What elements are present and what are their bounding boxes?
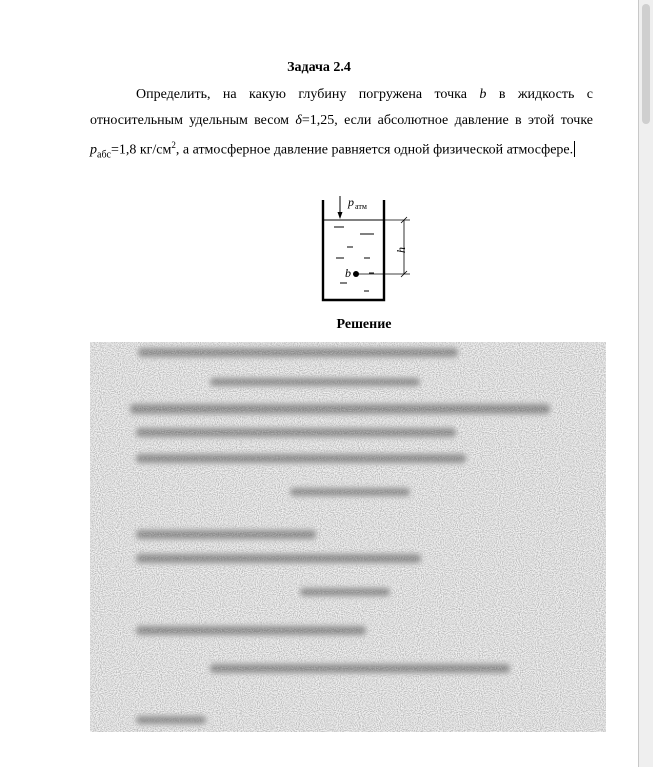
pressure-arrow-head: [338, 212, 343, 219]
depth-h-label: h: [394, 247, 408, 253]
statement-part-2: в жидкость с относительным удельным весом: [90, 87, 593, 128]
p-atm-subscript: атм: [355, 202, 367, 211]
delta-symbol: δ: [295, 112, 302, 128]
solution-title: Решение: [336, 317, 392, 332]
task-title: Задача 2.4: [287, 60, 351, 75]
obscured-solution-area: [90, 342, 606, 732]
p-atm-label: p: [348, 195, 354, 209]
statement-part-3: =1,25, если абсолютное давление в этой точке: [301, 112, 593, 128]
pressure-subscript: абс: [97, 149, 111, 161]
pressure-symbol: p: [90, 142, 97, 158]
point-b-variable: b: [479, 87, 487, 102]
statement-part-4: =1,8 кг/см: [110, 142, 172, 158]
task-statement[interactable]: [90, 82, 593, 168]
unit-superscript: 2: [171, 140, 176, 150]
vessel-diagram: [312, 192, 422, 304]
liquid-hatch: [334, 227, 374, 291]
statement-part-5: , а атмосферное давление равняется одной физической атмосфере.: [175, 142, 574, 158]
statement-part-1: Определить, на какую глубину погружена точка: [136, 87, 480, 102]
vertical-scrollbar[interactable]: [639, 0, 653, 767]
vessel-walls: [323, 200, 384, 300]
scrollbar-thumb[interactable]: [642, 4, 650, 124]
text-cursor: [574, 141, 575, 157]
point-b-label: b: [345, 266, 351, 280]
